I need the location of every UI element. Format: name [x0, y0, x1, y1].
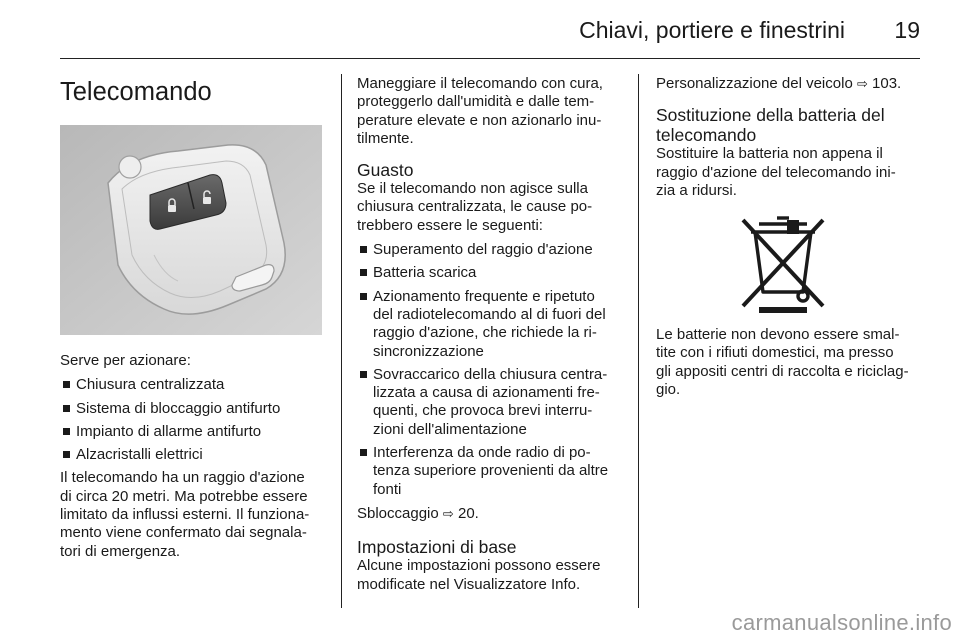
- list-item: [357, 264, 623, 282]
- text-line: mento viene confermato dai segnala-: [60, 524, 307, 542]
- text-line: Se il telecomando non agisce sulla: [357, 180, 588, 198]
- text-line: modificate nel Visualizzatore Info.: [357, 575, 581, 593]
- text-line: lizzata a causa di azionamenti fre-: [373, 384, 600, 402]
- text-line: Sostituire la batteria non appena il: [656, 145, 883, 163]
- column-1: [60, 75, 328, 561]
- text-line: Sovraccarico della chiusura centra-: [373, 365, 608, 383]
- list-item: Sistema di bloccaggio antifurto: [60, 400, 328, 418]
- header-rule: [60, 58, 920, 59]
- section-heading-battery: [656, 105, 922, 145]
- text-line: Batteria scarica: [373, 264, 477, 282]
- section-heading-telecomando: Telecomando: [60, 78, 212, 106]
- text-line: tenza superiore provenienti da altre: [373, 462, 609, 480]
- cross-ref-page: 103.: [872, 75, 902, 92]
- cross-ref-page: 20.: [457, 504, 479, 522]
- watermark: carmanualsonline.info: [731, 610, 952, 635]
- column-divider-2: [638, 74, 639, 608]
- fault-cause-list: [357, 241, 623, 499]
- list-item: [357, 241, 623, 259]
- text-line: raggio d'azione, che richiede la ri-: [373, 324, 597, 342]
- list-item: Chiusura centralizzata: [60, 376, 328, 394]
- list-item: Alzacristalli elettrici: [60, 446, 328, 464]
- cross-ref-text: Sbloccaggio: [357, 504, 439, 522]
- text-line: Interferenza da onde radio di po-: [373, 444, 591, 462]
- personalization-cross-reference[interactable]: [656, 75, 922, 93]
- list-item: Impianto di allarme antifurto: [60, 423, 328, 441]
- text-line: raggio d'azione del telecomando ini-: [656, 163, 896, 181]
- text-line: fonti: [373, 480, 402, 498]
- text-line: Le batterie non devono essere smal-: [656, 326, 900, 344]
- section-heading-guasto: Guasto: [357, 160, 414, 181]
- column-divider-1: [341, 74, 342, 608]
- text-line: tori di emergenza.: [60, 542, 181, 560]
- crossed-out-wheelie-bin-icon: [729, 214, 837, 314]
- text-line: chiusura centralizzata, le cause po-: [357, 198, 593, 216]
- text-line: zioni dell'alimentazione: [373, 420, 527, 438]
- header-title: Chiavi, portiere e finestrini: [579, 17, 845, 43]
- cross-ref-arrow-icon: ⇨: [856, 76, 868, 91]
- text-line: Alcune impostazioni possono essere: [357, 557, 601, 575]
- text-line: di circa 20 metri. Ma potrebbe essere: [60, 487, 308, 505]
- page-number: 19: [894, 17, 920, 43]
- list-item: [357, 366, 623, 439]
- heading-line: telecomando: [656, 125, 757, 146]
- remote-key-image: [60, 125, 322, 335]
- section-heading-impostazioni: Impostazioni di base: [357, 537, 517, 558]
- text-line: tilmente.: [357, 129, 414, 147]
- text-line: perature elevate e non azionarlo inu-: [357, 111, 602, 129]
- text-line: trebbero essere le seguenti:: [357, 216, 543, 234]
- function-list: [60, 376, 328, 464]
- cross-ref-arrow-icon: ⇨: [442, 505, 454, 521]
- text-line: proteggerlo dall'umidità e dalle tem-: [357, 93, 595, 111]
- fault-paragraph: [357, 180, 623, 235]
- text-line: Maneggiare il telecomando con cura,: [357, 75, 603, 92]
- text-line: zia a ridursi.: [656, 181, 737, 199]
- text-line: gli appositi centri di raccolta e riciclag-: [656, 362, 909, 380]
- text-line: Il telecomando ha un raggio d'azione: [60, 469, 305, 487]
- text-line: tite con i rifiuti domestici, ma presso: [656, 344, 894, 362]
- battery-paragraph: [656, 145, 922, 200]
- range-paragraph: [60, 469, 328, 560]
- page-header: [60, 0, 920, 58]
- care-paragraph: [357, 75, 623, 148]
- text-line: gio.: [656, 381, 681, 399]
- text-line: Azionamento frequente e ripetuto: [373, 287, 595, 305]
- text-line: quenti, che provoca brevi interru-: [373, 402, 593, 420]
- cross-ref-text: Personalizzazione del veicolo: [656, 75, 853, 92]
- column-2: [357, 75, 623, 594]
- intro-text: Serve per azionare:: [60, 352, 191, 369]
- unlock-cross-reference[interactable]: [357, 505, 623, 523]
- remote-key-icon: [60, 125, 322, 335]
- heading-line: Sostituzione della batteria del: [656, 105, 885, 126]
- text-line: Superamento del raggio d'azione: [373, 241, 593, 259]
- settings-paragraph: [357, 557, 623, 594]
- text-line: limitato da influssi esterni. Il funziona-: [60, 506, 310, 524]
- list-item: [357, 444, 623, 499]
- disposal-paragraph: [656, 326, 922, 399]
- list-item: [357, 288, 623, 361]
- text-line: sincronizzazione: [373, 342, 484, 360]
- text-line: del radiotelecomando al di fuori del: [373, 305, 606, 323]
- column-3: [656, 75, 922, 399]
